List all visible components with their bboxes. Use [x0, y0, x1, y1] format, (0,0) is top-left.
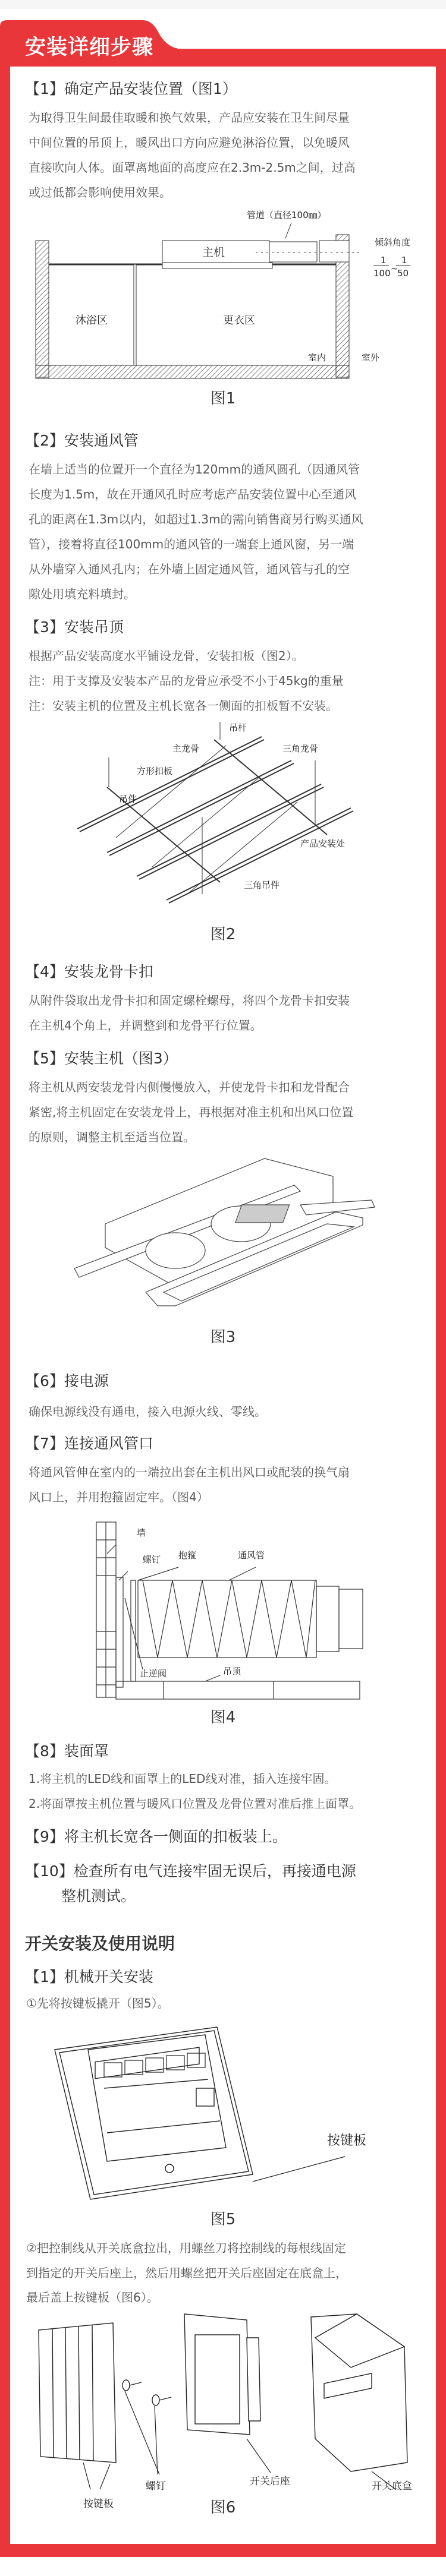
svg-text:通风管: 通风管: [238, 1550, 265, 1561]
switch-section-title: 开关安装及使用说明: [25, 1934, 175, 1953]
step-4-line-2: 在主机4个角上，并调整到和龙骨平行位置。: [29, 1018, 262, 1033]
step-2-line-1: 在墙上适当的位置开一个直径为120mm的通风圆孔（因通风管: [29, 462, 360, 476]
figure-3-diagram: [68, 1158, 378, 1319]
step-3-note-2: 注：安装主机的位置及主机长宽各一侧面的扣板暂不安装。: [29, 699, 338, 713]
svg-text:沐浴区: 沐浴区: [76, 314, 108, 327]
svg-text:100: 100: [373, 268, 391, 279]
step-3-note-1: 注：用于支撑及安装本产品的龙骨应承受不小于45kg的重量: [29, 674, 344, 688]
svg-text:开关后座: 开关后座: [250, 2476, 290, 2487]
svg-text:吊件: 吊件: [119, 794, 137, 804]
svg-text:三角龙骨: 三角龙骨: [282, 743, 319, 754]
step-1-line-3: 直接吹向人体。面罩离地面的高度应在2.3m-2.5m之间，过高: [29, 160, 356, 175]
svg-text:按键板: 按键板: [83, 2498, 114, 2510]
figure-3-caption: 图3: [210, 1328, 236, 1346]
step-2-line-3: 孔的距离在1.3m以内，如超过1.3m的需向销售商另行购买通风: [29, 512, 363, 526]
svg-text:吊杆: 吊杆: [229, 722, 247, 733]
step-8-line-2: 2.将面罩按主机位置与暖风口位置及龙骨位置对准后推上面罩。: [29, 1797, 362, 1811]
step-4-heading: 【4】安装龙骨卡扣: [25, 963, 153, 980]
switch-sub-heading: 【1】机械开关安装: [25, 1968, 153, 1985]
svg-text:螺钉: 螺钉: [146, 2480, 166, 2492]
step-10-heading: 【10】检查所有电气连接牢固无误后，再接通电源: [25, 1862, 356, 1880]
figure-5-caption: 图5: [210, 2211, 236, 2228]
step-8-line-1: 1.将主机的LED线和面罩上的LED线对准，插入连接牢固。: [29, 1772, 337, 1786]
svg-text:方形扣板: 方形扣板: [137, 766, 173, 776]
figure-1-caption: 图1: [210, 390, 236, 408]
figure-2-diagram: [71, 722, 381, 906]
step-4-line-1: 从附件袋取出龙骨卡扣和固定螺栓螺母，将四个龙骨卡扣安装: [29, 993, 350, 1008]
step-5-line-3: 的原则，调整主机至适当位置。: [29, 1130, 195, 1144]
step-3-line-1: 根据产品安装高度水平铺设龙骨，安装扣板（图2）。: [29, 649, 304, 663]
svg-text:吊顶: 吊顶: [223, 1666, 241, 1677]
switch-step-2-line-2: 到指定的开关后座上，然后用螺丝把开关后座固定在底盒上，: [26, 2266, 347, 2280]
step-1-line-1: 为取得卫生间最佳取暖和换气效果，产品应安装在卫生间尽量: [29, 111, 350, 125]
step-1-heading: 【1】确定产品安装位置（图1）: [25, 80, 237, 97]
svg-text:主机: 主机: [202, 246, 225, 259]
svg-text:1: 1: [381, 255, 387, 266]
step-2-line-2: 长度为1.5m，故在开通风孔时应考虑产品安装位置中心至通风: [29, 487, 357, 501]
figure-5-diagram: [48, 2026, 381, 2204]
step-2-line-6: 隙处用填充料填封。: [29, 587, 136, 601]
svg-text:更衣区: 更衣区: [223, 314, 255, 327]
figure-2-caption: 图2: [210, 926, 236, 943]
svg-text:室内: 室内: [308, 352, 326, 363]
figure-4-caption: 图4: [210, 1709, 236, 1726]
switch-step-2-line-3: 最后盖上按键板（图6）。: [26, 2290, 159, 2304]
svg-text:50: 50: [397, 268, 409, 279]
figure-1-diagram: [30, 205, 422, 383]
svg-text:开关底盒: 开关底盒: [372, 2480, 412, 2492]
figure-4-diagram: [95, 1521, 369, 1699]
svg-text:止逆阀: 止逆阀: [140, 1668, 167, 1679]
svg-text:管道（直径100㎜）: 管道（直径100㎜）: [247, 210, 326, 220]
step-1-line-4: 或过低都会影响使用效果。: [29, 185, 171, 200]
svg-text:产品安装处: 产品安装处: [300, 838, 346, 849]
svg-text:1: 1: [401, 255, 407, 266]
svg-text:倾斜角度: 倾斜角度: [375, 237, 411, 248]
svg-text:抱箍: 抱箍: [178, 1550, 197, 1561]
svg-text:三角吊件: 三角吊件: [244, 880, 280, 891]
step-7-line-1: 将通风管伸在室内的一端拉出套在主机出风口或配装的换气扇: [29, 1465, 350, 1479]
page-title: 安装详细步骤: [25, 36, 154, 59]
svg-text:螺钉: 螺钉: [143, 1554, 161, 1565]
svg-text:~: ~: [391, 263, 398, 274]
svg-text:主龙骨: 主龙骨: [172, 743, 200, 754]
step-5-line-1: 将主机从两安装龙骨内侧慢慢放入，并使龙骨卡扣和龙骨配合: [29, 1080, 350, 1094]
step-1-line-2: 中间位置的吊顶上，暖风出口方向应避免淋浴位置，以免暖风: [29, 135, 350, 150]
step-7-line-2: 风口上，并用抱箍固定牢。（图4）: [29, 1490, 209, 1504]
step-5-heading: 【5】安装主机（图3）: [25, 1050, 178, 1067]
step-7-heading: 【7】连接通风管口: [25, 1435, 153, 1452]
step-10-line-1: 整机测试。: [61, 1887, 136, 1905]
switch-step-1: ①先将按键板撬开（图5）。: [26, 1996, 169, 2010]
step-2-heading: 【2】安装通风管: [25, 432, 139, 449]
switch-step-2-line-1: ②把控制线从开关底盒拉出，用螺丝刀将控制线的每根线固定: [26, 2241, 346, 2255]
step-6-line-1: 确保电源线没有通电，接入电源火线、零线。: [29, 1404, 266, 1419]
step-2-line-4: 管），接着将直径100mm的通风管的一端套上通风窗，另一端: [29, 537, 354, 551]
step-3-heading: 【3】安装吊顶: [25, 618, 124, 636]
step-2-line-5: 从外墙穿入通风孔内；在外墙上固定通风管，通风管与孔的空: [29, 562, 350, 576]
step-6-heading: 【6】接电源: [25, 1372, 109, 1390]
step-9-heading: 【9】将主机长宽各一侧面的扣板装上。: [25, 1828, 287, 1845]
top-band: [0, 0, 446, 9]
svg-text:墙: 墙: [137, 1527, 146, 1538]
svg-text:室外: 室外: [362, 352, 380, 363]
step-8-heading: 【8】装面罩: [25, 1742, 109, 1760]
step-5-line-2: 紧密,将主机固定在安装龙骨上，再根据对准主机和出风口位置: [29, 1105, 354, 1119]
svg-text:按键板: 按键板: [327, 2133, 367, 2148]
figure-6-caption: 图6: [210, 2499, 236, 2517]
